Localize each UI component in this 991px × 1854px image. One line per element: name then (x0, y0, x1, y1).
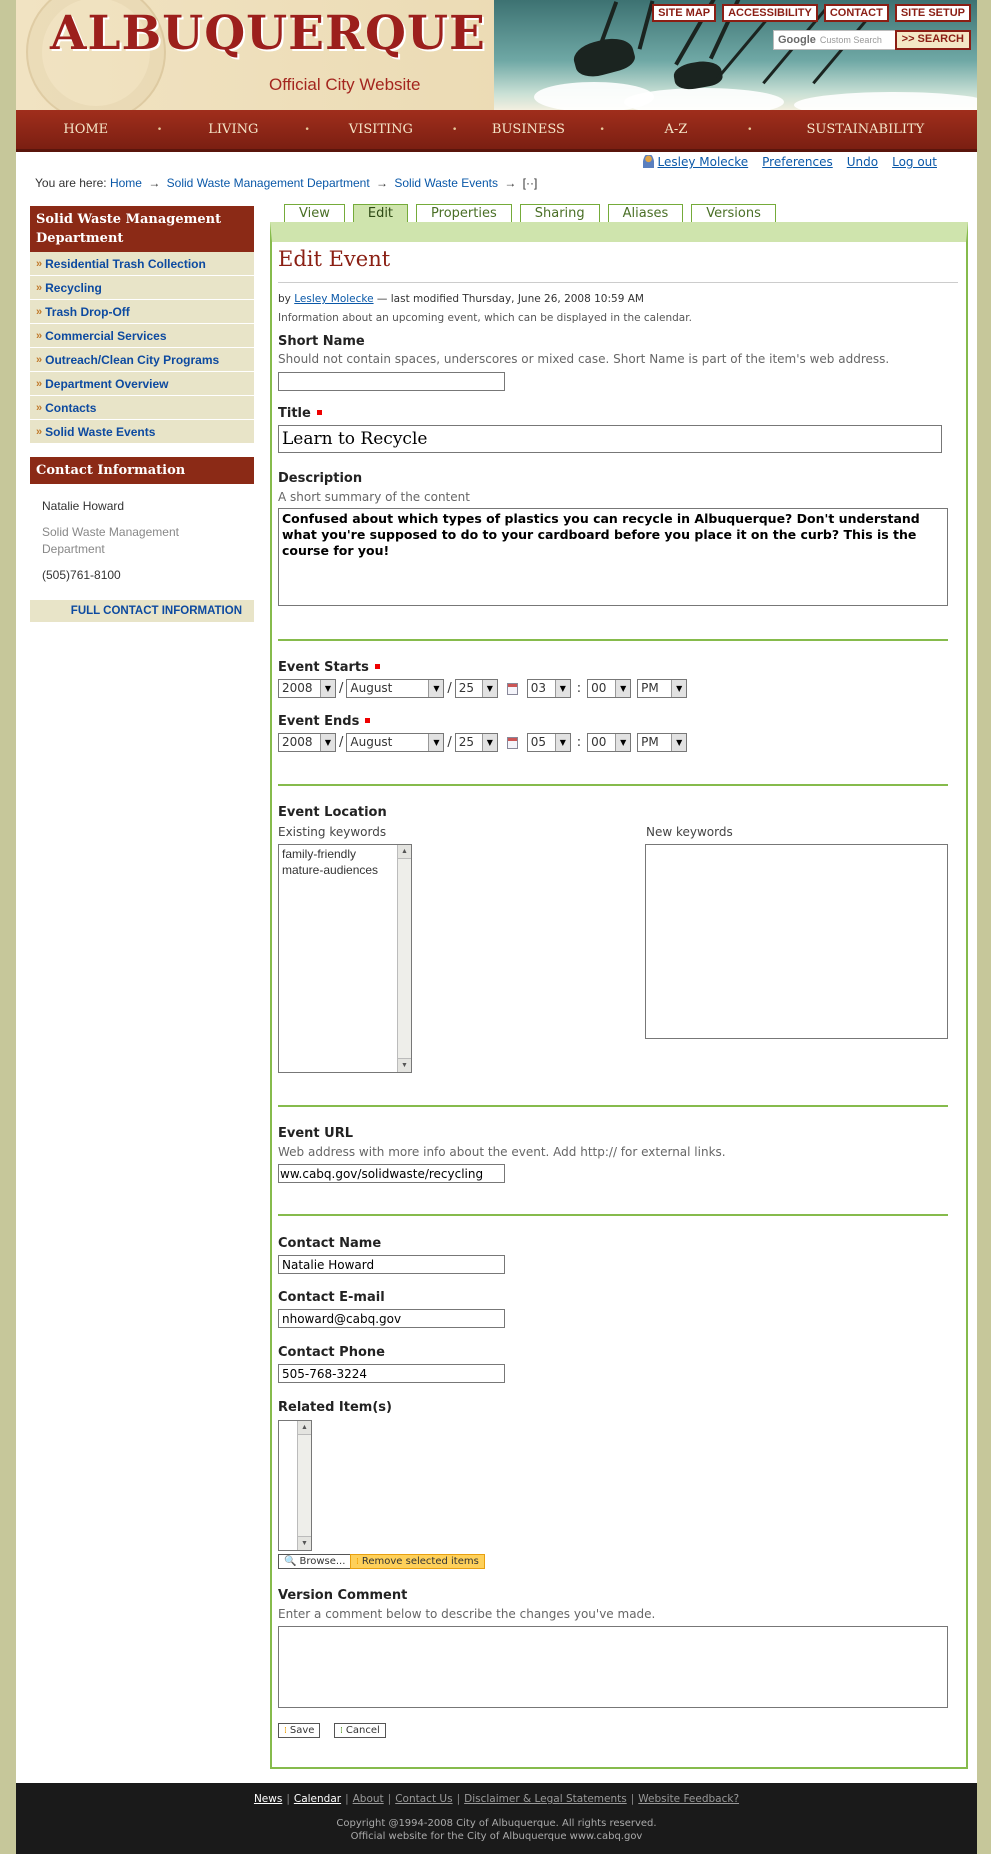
full-contact-link[interactable]: FULL CONTACT INFORMATION (30, 600, 254, 622)
chevron-down-icon: ▼ (482, 680, 497, 697)
end-ampm-select[interactable] (637, 733, 687, 752)
sidebar-item-label: Department Overview (45, 376, 169, 391)
byline-prefix: by (278, 293, 291, 305)
breadcrumb-events[interactable]: Solid Waste Events (394, 176, 498, 190)
footer-link-feedback[interactable]: Website Feedback? (638, 1793, 740, 1805)
breadcrumb-current: [··] (522, 176, 538, 190)
section-divider (278, 1214, 948, 1216)
site-banner (16, 0, 977, 110)
short-name-help: Should not contain spaces, underscores or mixed case. Short Name is part of the item's web address. (278, 352, 890, 366)
description-textarea[interactable]: Confused about which types of plastics you can recycle in Albuquerque? Don't understand what you're supposed to do to your cardboard before you place it on the curb? This is the course for you! (278, 508, 948, 606)
chevron-right-icon: » (36, 353, 43, 366)
end-ampm-value: PM (641, 735, 659, 749)
start-day-select[interactable] (455, 679, 498, 698)
nav-separator: • (451, 124, 458, 135)
chevron-down-icon: ▼ (555, 680, 570, 697)
breadcrumb-arrow: → (148, 176, 161, 190)
event-location-label: Event Location (278, 805, 387, 820)
footer-pipe: | (456, 1793, 461, 1805)
footer-link-calendar[interactable]: Calendar (293, 1793, 342, 1805)
remove-button-label: Remove selected items (361, 1556, 479, 1567)
chevron-down-icon: ▼ (320, 734, 335, 751)
nav-home[interactable]: HOME (63, 122, 109, 137)
start-hour-select[interactable] (527, 679, 571, 698)
bullet-icon: ⁞ (340, 1725, 343, 1736)
contact-name-label: Contact Name (278, 1236, 382, 1251)
version-comment-help: Enter a comment below to describe the changes you've made. (278, 1607, 656, 1621)
event-starts-label-text: Event Starts (278, 660, 369, 675)
content-tabs (284, 204, 776, 223)
short-name-label: Short Name (278, 334, 365, 349)
nav-separator: • (156, 124, 163, 135)
breadcrumb-arrow: → (504, 176, 517, 190)
undo-link[interactable]: Undo (846, 155, 879, 169)
breadcrumb (35, 176, 537, 190)
nav-business[interactable]: BUSINESS (491, 122, 565, 137)
user-icon (643, 155, 654, 168)
nav-separator: • (747, 124, 753, 135)
footer (16, 1783, 977, 1854)
tab-edit[interactable]: Edit (353, 204, 408, 223)
end-day-select[interactable] (455, 733, 498, 752)
start-month-select[interactable] (346, 679, 444, 698)
new-keywords-textarea[interactable] (645, 844, 948, 1039)
title-label-text: Title (278, 406, 311, 421)
existing-keywords-listbox[interactable] (278, 844, 412, 1073)
start-ampm-value: PM (641, 681, 659, 695)
contact-phone-label: Contact Phone (278, 1345, 385, 1360)
date-slash: / (339, 681, 344, 696)
tab-aliases[interactable]: Aliases (608, 204, 684, 223)
user-bar (643, 155, 938, 169)
event-ends-row (278, 733, 687, 752)
nav-visiting[interactable]: VISITING (348, 122, 413, 137)
date-slash: / (339, 735, 344, 750)
sidebar-item-contacts[interactable] (30, 396, 254, 420)
contact-phone-input[interactable]: 505-768-3224 (278, 1364, 505, 1383)
nav-separator: • (599, 124, 605, 135)
footer-pipe: | (345, 1793, 349, 1805)
time-colon: : (576, 681, 582, 696)
tab-properties[interactable]: Properties (416, 204, 512, 223)
contact-department: Solid Waste Management Department (42, 525, 179, 556)
cancel-button-label: Cancel (345, 1725, 380, 1736)
footer-pipe: | (387, 1793, 392, 1805)
chevron-down-icon: ▼ (320, 680, 335, 697)
nav-living[interactable]: LIVING (208, 122, 259, 137)
site-logo[interactable]: ALBUQUERQUE (50, 6, 486, 61)
chevron-down-icon: ▼ (671, 680, 686, 697)
sidebar-item-overview[interactable] (30, 372, 254, 396)
keyword-option[interactable]: family-friendly (282, 847, 357, 861)
section-divider (278, 1105, 948, 1107)
end-minute-value: 00 (591, 735, 607, 749)
scroll-up-icon[interactable]: ▲ (398, 845, 411, 859)
start-minute-select[interactable] (587, 679, 631, 698)
copyright-line: Copyright @1994-2008 City of Albuquerque. All rights reserved. (336, 1818, 657, 1829)
related-items-label: Related Item(s) (278, 1400, 392, 1415)
start-month-value: August (350, 681, 393, 695)
browse-button-label: Browse... (299, 1556, 346, 1567)
google-logo: Google (778, 34, 816, 46)
short-name-input[interactable] (278, 372, 505, 391)
sidebar-item-label: Residential Trash Collection (45, 256, 206, 271)
sidebar-item-label: Contacts (45, 400, 97, 415)
sidebar-item-recycling[interactable] (30, 276, 254, 300)
contact-name: Natalie Howard (42, 499, 125, 513)
sidebar-item-commercial[interactable] (30, 324, 254, 348)
tab-versions[interactable]: Versions (691, 204, 776, 223)
existing-keywords-label: Existing keywords (278, 825, 387, 839)
sidebar-section-title[interactable]: Solid Waste Management Department (30, 206, 254, 252)
scroll-up-icon[interactable]: ▲ (298, 1421, 311, 1435)
copyright (16, 1817, 977, 1843)
chevron-right-icon: » (36, 425, 43, 438)
bullet-icon: ⁞ (356, 1556, 359, 1567)
search-placeholder: Custom Search (819, 35, 882, 45)
chevron-right-icon: » (36, 257, 43, 270)
end-hour-value: 05 (530, 735, 547, 749)
byline-modified: — last modified Thursday, June 26, 2008 10:59 AM (376, 293, 644, 305)
chevron-down-icon: ▼ (428, 680, 443, 697)
end-day-value: 25 (458, 735, 475, 749)
start-minute-value: 00 (591, 681, 607, 695)
nav-a-z[interactable]: A-Z (664, 122, 688, 137)
chevron-right-icon: » (36, 401, 43, 414)
search-button[interactable]: >> SEARCH (895, 30, 971, 50)
event-starts-row (278, 679, 687, 698)
title-input[interactable]: Learn to Recycle (278, 425, 942, 453)
search-input[interactable] (773, 30, 899, 50)
description-label: Description (278, 471, 363, 486)
bullet-icon: ⁞ (284, 1725, 287, 1736)
chevron-down-icon: ▼ (615, 734, 630, 751)
contact-box (30, 457, 254, 622)
start-year-select[interactable] (278, 679, 336, 698)
byline (278, 293, 644, 305)
sidebar-item-label: Outreach/Clean City Programs (45, 352, 220, 367)
footer-link-contact[interactable]: Contact Us (395, 1793, 453, 1805)
contact-email-label: Contact E-mail (278, 1290, 385, 1305)
required-icon (317, 410, 322, 415)
time-colon: : (576, 735, 582, 750)
chevron-right-icon: » (36, 377, 43, 390)
chevron-down-icon: ▼ (615, 680, 630, 697)
site-map-link[interactable]: SITE MAP (652, 4, 716, 22)
end-hour-select[interactable] (527, 733, 571, 752)
version-comment-textarea[interactable] (278, 1626, 948, 1708)
site-setup-link[interactable]: SITE SETUP (895, 4, 971, 22)
date-slash: / (447, 681, 452, 696)
sidebar-item-label: Commercial Services (45, 328, 167, 343)
event-ends-label (278, 714, 370, 729)
footer-link-news[interactable]: News (253, 1793, 283, 1805)
chevron-down-icon: ▼ (428, 734, 443, 751)
scroll-down-icon[interactable]: ▼ (398, 1058, 411, 1072)
tab-view[interactable]: View (284, 204, 345, 223)
user-link[interactable]: Lesley Molecke (657, 155, 749, 169)
version-comment-label: Version Comment (278, 1588, 408, 1603)
end-month-select[interactable] (346, 733, 444, 752)
event-starts-label (278, 660, 380, 675)
end-year-select[interactable] (278, 733, 336, 752)
remove-selected-button[interactable] (350, 1554, 485, 1569)
page-title: Edit Event (278, 247, 391, 271)
byline-author-link[interactable]: Lesley Molecke (294, 293, 374, 305)
sidebar-item-trash-drop-off[interactable] (30, 300, 254, 324)
calendar-icon[interactable] (507, 683, 518, 695)
logout-link[interactable]: Log out (892, 155, 937, 169)
breadcrumb-prefix: You are here: (35, 176, 107, 190)
sidebar-item-label: Solid Waste Events (45, 424, 156, 439)
footer-links (16, 1793, 977, 1805)
title-divider (278, 282, 958, 283)
main-nav (16, 110, 977, 152)
tab-sharing[interactable]: Sharing (520, 204, 600, 223)
start-year-value: 2008 (282, 681, 313, 695)
sidebar-item-label: Trash Drop-Off (45, 304, 130, 319)
nav-sustainability[interactable]: SUSTAINABILITY (806, 122, 925, 137)
contact-phone: (505)761-8100 (42, 568, 121, 582)
chevron-down-icon: ▼ (671, 734, 686, 751)
footer-link-disclaimer[interactable]: Disclaimer & Legal Statements (464, 1793, 627, 1805)
start-ampm-select[interactable] (637, 679, 687, 698)
footer-pipe: | (630, 1793, 635, 1805)
end-minute-select[interactable] (587, 733, 631, 752)
official-line: Official website for the City of Albuquerque www.cabq.gov (350, 1831, 643, 1842)
keyword-option[interactable]: mature-audiences (282, 863, 379, 877)
sidebar-item-residential[interactable] (30, 252, 254, 276)
sidebar (30, 206, 254, 622)
calendar-icon[interactable] (507, 737, 518, 749)
accessibility-link[interactable]: ACCESSIBILITY (722, 4, 818, 22)
end-year-value: 2008 (282, 735, 313, 749)
sidebar-item-label: Recycling (45, 280, 102, 295)
start-day-value: 25 (458, 681, 475, 695)
description-help: A short summary of the content (278, 490, 470, 504)
nav-separator: • (304, 124, 310, 135)
scrollbar[interactable] (297, 1421, 311, 1550)
preferences-link[interactable]: Preferences (762, 155, 833, 169)
required-icon (365, 718, 370, 723)
start-hour-value: 03 (530, 681, 547, 695)
edit-form (270, 222, 968, 1769)
breadcrumb-home[interactable]: Home (109, 176, 142, 190)
chevron-down-icon: ▼ (555, 734, 570, 751)
contact-email-input[interactable]: nhoward@cabq.gov (278, 1309, 505, 1328)
chevron-down-icon: ▼ (482, 734, 497, 751)
scroll-down-icon[interactable]: ▼ (298, 1536, 311, 1550)
required-icon (375, 664, 380, 669)
save-button[interactable] (278, 1723, 320, 1738)
footer-pipe: | (286, 1793, 290, 1805)
section-divider (278, 639, 948, 641)
event-url-help: Web address with more info about the event. Add http:// for external links. (278, 1145, 726, 1159)
scrollbar[interactable] (397, 845, 411, 1072)
footer-link-about[interactable]: About (352, 1793, 384, 1805)
sidebar-item-events[interactable] (30, 420, 254, 444)
new-keywords-label: New keywords (646, 825, 733, 839)
contact-title: Contact Information (30, 457, 254, 484)
related-items-listbox[interactable] (278, 1420, 312, 1551)
chevron-right-icon: » (36, 329, 43, 342)
save-button-label: Save (289, 1725, 315, 1736)
chevron-right-icon: » (36, 281, 43, 294)
event-ends-label-text: Event Ends (278, 714, 360, 729)
contact-name-input[interactable]: Natalie Howard (278, 1255, 505, 1274)
site-subtitle: Official City Website (269, 75, 421, 94)
contact-link[interactable]: CONTACT (824, 4, 889, 22)
search-icon: 🔍 (284, 1556, 297, 1567)
type-description: Information about an upcoming event, which can be displayed in the calendar. (278, 312, 692, 324)
event-url-input[interactable]: ww.cabq.gov/solidwaste/recycling (278, 1164, 505, 1183)
user-menu (643, 155, 749, 169)
cancel-button[interactable] (334, 1723, 386, 1738)
utility-links (652, 4, 971, 22)
section-divider (278, 784, 948, 786)
chevron-right-icon: » (36, 305, 43, 318)
breadcrumb-arrow: → (376, 176, 389, 190)
breadcrumb-department[interactable]: Solid Waste Management Department (166, 176, 370, 190)
sidebar-item-outreach[interactable] (30, 348, 254, 372)
browse-button[interactable] (278, 1554, 351, 1569)
title-label (278, 406, 322, 421)
end-month-value: August (350, 735, 393, 749)
date-slash: / (447, 735, 452, 750)
event-url-label: Event URL (278, 1126, 354, 1141)
page (16, 0, 977, 1854)
